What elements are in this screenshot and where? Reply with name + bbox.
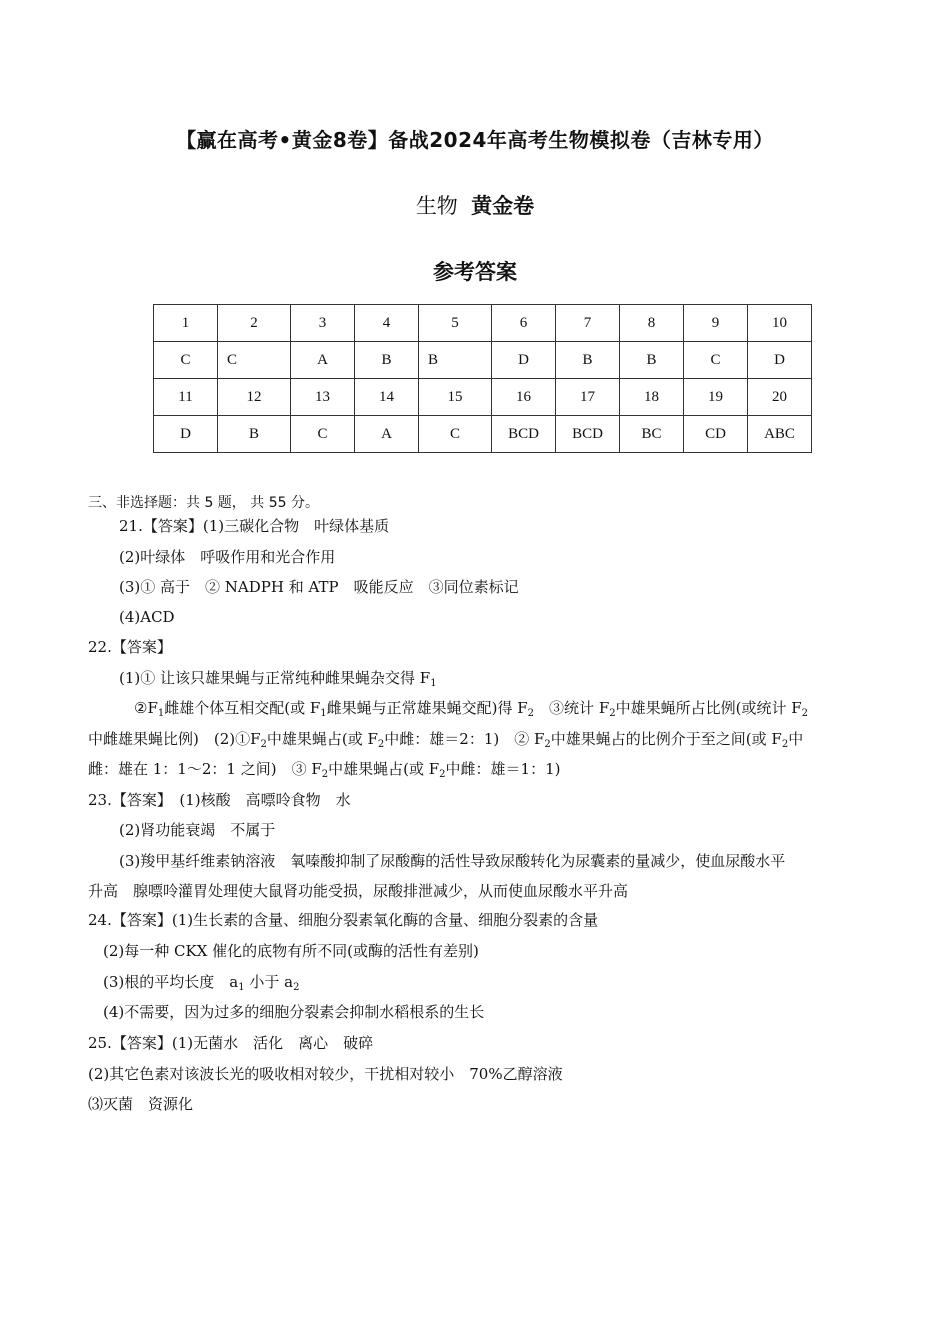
table-cell: 11 xyxy=(154,379,218,416)
q22-text: 中 xyxy=(788,730,804,748)
q22-line-1 xyxy=(119,668,437,694)
q22-text: 中雄果蝇占(或 F xyxy=(328,760,440,778)
q22-heading: 22.【答案】 xyxy=(88,638,172,656)
subscript: 2 xyxy=(609,708,616,719)
table-cell: BC xyxy=(620,416,684,453)
q21-line-2: (2)叶绿体 呼吸作用和光合作用 xyxy=(119,548,336,566)
subscript: 1 xyxy=(157,708,165,719)
q22-text: 中雄果蝇占(或 F xyxy=(266,730,378,748)
table-cell: 1 xyxy=(154,305,218,342)
q24-line-2: (2)每一种 CKX 催化的底物有所不同(或酶的活性有差别) xyxy=(103,942,479,960)
document-title: 【赢在高考•黄金8卷】备战2024年高考生物模拟卷（吉林专用） xyxy=(176,128,774,152)
q22-text: 雌果蝇与正常雄果蝇交配)得 F xyxy=(326,699,528,717)
table-cell: 19 xyxy=(684,379,748,416)
table-cell: 18 xyxy=(620,379,684,416)
subscript: 2 xyxy=(527,708,535,719)
table-cell: C xyxy=(291,416,355,453)
q24-text: 小于 a xyxy=(244,973,294,991)
q23-line-2: (2)肾功能衰竭 不属于 xyxy=(119,821,276,839)
q22-text: ③统计 F xyxy=(534,699,610,717)
table-cell: A xyxy=(355,416,419,453)
q22-line-4 xyxy=(88,759,560,785)
table-cell: 14 xyxy=(355,379,419,416)
q22-text: 中雌雄果蝇比例) (2)①F xyxy=(88,730,261,748)
table-cell: B xyxy=(355,342,419,379)
table-cell: 10 xyxy=(748,305,812,342)
table-cell: C xyxy=(419,416,492,453)
table-cell: CD xyxy=(684,416,748,453)
table-cell: 7 xyxy=(556,305,620,342)
table-cell: B xyxy=(556,342,620,379)
table-cell: B xyxy=(218,416,291,453)
q24-line-4: (4)不需要，因为过多的细胞分裂素会抑制水稻根系的生长 xyxy=(103,1003,485,1021)
q22-text: 雌：雄在 1：1～2：1 之间) ③ F xyxy=(88,760,322,778)
table-cell: 4 xyxy=(355,305,419,342)
table-row-answers-2 xyxy=(154,416,812,453)
subscript: 2 xyxy=(544,739,551,750)
q22-text: 雌雄个体互相交配(或 F xyxy=(164,699,321,717)
table-cell: 9 xyxy=(684,305,748,342)
table-cell: D xyxy=(748,342,812,379)
subscript: 2 xyxy=(377,739,385,750)
table-cell: C xyxy=(154,342,218,379)
section-heading: 三、非选择题：共 5 题， 共 55 分。 xyxy=(88,495,319,511)
q24-line-1: 24.【答案】(1)生长素的含量、细胞分裂素氧化酶的含量、细胞分裂素的含量 xyxy=(88,911,599,929)
table-cell: B xyxy=(620,342,684,379)
table-cell: A xyxy=(291,342,355,379)
q21-line-4: (4)ACD xyxy=(119,608,175,626)
q23-line-4: 升高 腺嘌呤灌胃处理使大鼠肾功能受损，尿酸排泄减少，从而使血尿酸水平升高 xyxy=(88,882,629,900)
q25-line-2: (2)其它色素对该波长光的吸收相对较少，干扰相对较小 70%乙醇溶液 xyxy=(88,1065,563,1083)
q22-text: 中雌：雄＝1：1) xyxy=(445,760,561,778)
table-cell: 12 xyxy=(218,379,291,416)
table-row-numbers-2 xyxy=(154,379,812,416)
q24-text: (3)根的平均长度 a xyxy=(103,973,239,991)
table-cell: 2 xyxy=(218,305,291,342)
subscript: 2 xyxy=(321,769,329,780)
subscript: 2 xyxy=(439,769,446,780)
paper-label: 黄金卷 xyxy=(471,194,535,218)
q22-text: 中雄果蝇占的比例介于至之间(或 F xyxy=(550,730,782,748)
table-cell: 5 xyxy=(419,305,492,342)
subscript: 1 xyxy=(238,982,245,993)
q22-line-2 xyxy=(134,698,808,724)
q22-text: 中雄果蝇所占比例(或统计 F xyxy=(615,699,802,717)
table-cell: BCD xyxy=(556,416,620,453)
table-cell: D xyxy=(154,416,218,453)
q23-line-1: 23.【答案】 (1)核酸 高嘌呤食物 水 xyxy=(88,791,351,809)
q25-line-3: ⑶灭菌 资源化 xyxy=(88,1095,194,1113)
q25-line-1: 25.【答案】(1)无菌水 活化 离心 破碎 xyxy=(88,1034,374,1052)
q24-line-3 xyxy=(103,972,299,998)
table-cell: 17 xyxy=(556,379,620,416)
q22-text: ②F xyxy=(134,699,158,717)
table-cell: 13 xyxy=(291,379,355,416)
q23-line-3: (3)羧甲基纤维素钠溶液 氧嗪酸抑制了尿酸酶的活性导致尿酸转化为尿囊素的量减少，使血尿酸水平 xyxy=(119,852,786,870)
table-cell: 16 xyxy=(492,379,556,416)
table-cell: D xyxy=(492,342,556,379)
table-cell: 15 xyxy=(419,379,492,416)
table-cell: ABC xyxy=(748,416,812,453)
table-row-answers-1 xyxy=(154,342,812,379)
table-cell: C xyxy=(218,342,291,379)
q22-text: 中雌：雄＝2：1) ② F xyxy=(384,730,545,748)
document-subtitle xyxy=(0,190,950,220)
answers-heading: 参考答案 xyxy=(433,260,517,284)
table-cell: 3 xyxy=(291,305,355,342)
subscript: 1 xyxy=(320,708,327,719)
subscript: 2 xyxy=(293,982,300,993)
subscript: 2 xyxy=(801,708,809,719)
answer-table xyxy=(153,304,812,453)
table-cell: 8 xyxy=(620,305,684,342)
subscript: 1 xyxy=(430,678,437,689)
subscript: 2 xyxy=(260,739,267,750)
table-row-numbers-1 xyxy=(154,305,812,342)
q22-text: (1)① 让该只雄果蝇与正常纯种雌果蝇杂交得 F xyxy=(119,669,431,687)
q21-line-3: (3)① 高于 ② NADPH 和 ATP 吸能反应 ③同位素标记 xyxy=(119,578,519,596)
q21-line-1: 21.【答案】(1)三碳化合物 叶绿体基质 xyxy=(119,517,390,535)
q22-line-3 xyxy=(88,729,803,755)
subject-label: 生物 xyxy=(415,194,458,218)
table-cell: BCD xyxy=(492,416,556,453)
table-cell: 20 xyxy=(748,379,812,416)
table-cell: C xyxy=(684,342,748,379)
table-cell: 6 xyxy=(492,305,556,342)
subscript: 2 xyxy=(781,739,789,750)
table-cell: B xyxy=(419,342,492,379)
